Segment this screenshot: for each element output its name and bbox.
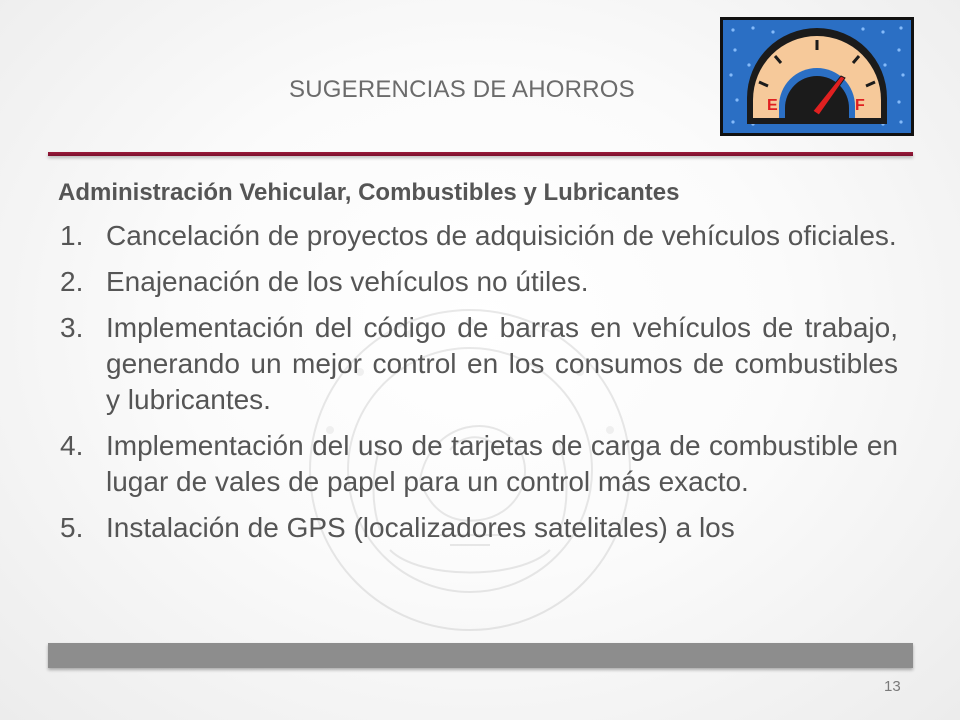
section-heading: Administración Vehicular, Combustibles y Lubricantes xyxy=(58,179,680,206)
list-item-text: Implementación del código de barras en vehículos de trabajo, generando un mejor control en los consumos de combustibles y lubricantes. xyxy=(106,312,898,415)
gauge-empty-label: E xyxy=(767,97,778,114)
page-number: 13 xyxy=(884,678,901,695)
list-item-number: 4. xyxy=(60,430,84,461)
list-item-text: Cancelación de proyectos de adquisición de vehículos oficiales. xyxy=(106,220,897,251)
list-item-number: 5. xyxy=(60,512,84,543)
list-item-text: Implementación del uso de tarjetas de carga de combustible en lugar de vales de papel para un control más exacto. xyxy=(106,430,898,497)
list-item-number: 1. xyxy=(60,220,84,251)
list-item xyxy=(58,428,898,500)
slide-content xyxy=(58,176,898,556)
list-item xyxy=(58,310,898,418)
footer-bar xyxy=(48,643,913,668)
list-item xyxy=(58,264,898,300)
list-item-text: Enajenación de los vehículos no útiles. xyxy=(106,266,589,297)
gauge-full-label: F xyxy=(855,97,865,114)
suggestions-list xyxy=(58,218,898,546)
fuel-gauge-logo xyxy=(720,17,914,136)
list-item xyxy=(58,218,898,254)
list-item-text: Instalación de GPS (localizadores satelitales) a los xyxy=(106,512,735,543)
list-item xyxy=(58,510,898,546)
slide-title: SUGERENCIAS DE AHORROS xyxy=(289,76,635,103)
list-item-number: 3. xyxy=(60,312,84,343)
list-item-number: 2. xyxy=(60,266,84,297)
title-divider xyxy=(48,152,913,156)
fuel-gauge-icon xyxy=(723,20,911,133)
